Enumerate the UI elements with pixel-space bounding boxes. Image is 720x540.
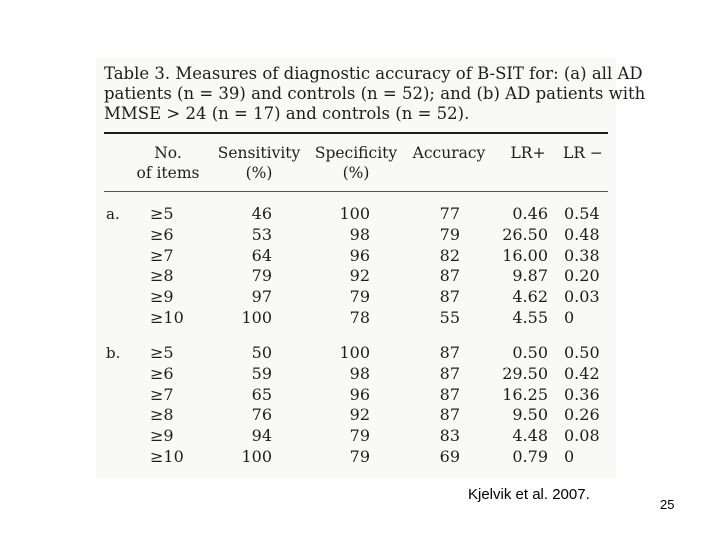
cell-lr-plus: 26.50 xyxy=(502,224,548,244)
group-label-b: b. xyxy=(106,344,121,362)
cell-lr-plus: 9.50 xyxy=(512,405,548,425)
cell-accuracy: 87 xyxy=(439,405,460,425)
cell-accuracy: 87 xyxy=(439,363,460,383)
cell-accuracy: 69 xyxy=(439,447,460,466)
cell-lr-minus: 0.26 xyxy=(564,405,600,425)
header-specificity xyxy=(310,143,402,183)
cell-lr-plus: 0.46 xyxy=(512,204,548,223)
cell-lr-plus: 9.87 xyxy=(512,266,548,286)
cell-sensitivity: 53 xyxy=(251,224,272,244)
cell-specificity: 98 xyxy=(349,224,370,244)
cell-no-of-items: ≥5 xyxy=(150,343,174,362)
cell-specificity: 92 xyxy=(349,266,370,286)
cell-accuracy: 87 xyxy=(439,287,460,307)
page-number: 25 xyxy=(660,497,675,512)
cell-sensitivity: 100 xyxy=(241,447,272,466)
cell-accuracy: 83 xyxy=(439,426,460,446)
cell-lr-minus: 0.50 xyxy=(564,343,600,362)
header-line1: Accuracy xyxy=(412,144,486,162)
cell-accuracy: 77 xyxy=(439,204,460,223)
cell-sensitivity: 65 xyxy=(251,384,272,404)
header-accuracy xyxy=(408,143,490,163)
cell-sensitivity: 59 xyxy=(251,363,272,383)
table-caption xyxy=(104,64,646,124)
header-lr-minus xyxy=(560,143,606,163)
caption-line-2: patients (n = 39) and controls (n = 52); and (b) AD patients with xyxy=(104,84,646,103)
table-top-rule xyxy=(104,132,608,134)
header-line1: LR − xyxy=(563,144,603,162)
cell-sensitivity: 79 xyxy=(251,266,272,286)
cell-accuracy: 82 xyxy=(439,245,460,265)
cell-specificity: 96 xyxy=(349,384,370,404)
cell-accuracy: 87 xyxy=(439,266,460,286)
cell-lr-minus: 0.08 xyxy=(564,426,600,446)
header-line1: No. xyxy=(154,144,182,162)
header-line1: Specificity xyxy=(314,144,398,162)
cell-specificity: 96 xyxy=(349,245,370,265)
cell-accuracy: 87 xyxy=(439,343,460,362)
caption-line-1: Table 3. Measures of diagnostic accuracy of B-SIT for: (a) all AD xyxy=(104,64,643,83)
cell-lr-plus: 16.00 xyxy=(502,245,548,265)
cell-specificity: 98 xyxy=(349,363,370,383)
cell-accuracy: 87 xyxy=(439,384,460,404)
cell-lr-plus: 16.25 xyxy=(502,384,548,404)
cell-lr-plus: 4.62 xyxy=(512,287,548,307)
cell-lr-plus: 0.79 xyxy=(512,447,548,466)
cell-sensitivity: 76 xyxy=(251,405,272,425)
cell-specificity: 100 xyxy=(339,343,370,362)
group-label-a: a. xyxy=(106,205,120,223)
cell-lr-minus: 0.42 xyxy=(564,363,600,383)
cell-lr-plus: 29.50 xyxy=(502,363,548,383)
cell-no-of-items: ≥7 xyxy=(150,384,174,404)
cell-lr-minus: 0.03 xyxy=(564,287,600,307)
cell-no-of-items: ≥10 xyxy=(150,308,184,327)
cell-no-of-items: ≥8 xyxy=(150,405,174,425)
cell-lr-minus: 0.38 xyxy=(564,245,600,265)
cell-no-of-items: ≥6 xyxy=(150,363,174,383)
cell-no-of-items: ≥5 xyxy=(150,204,174,223)
header-line1: Sensitivity xyxy=(217,144,301,162)
cell-lr-minus: 0.20 xyxy=(564,266,600,286)
cell-lr-minus: 0.54 xyxy=(564,204,600,223)
header-line2: (%) xyxy=(342,164,370,182)
citation-credit: Kjelvik et al. 2007. xyxy=(468,486,590,503)
cell-specificity: 92 xyxy=(349,405,370,425)
cell-no-of-items: ≥8 xyxy=(150,266,174,286)
cell-specificity: 79 xyxy=(349,287,370,307)
header-lr-plus xyxy=(500,143,556,163)
header-line2: (%) xyxy=(245,164,273,182)
cell-no-of-items: ≥9 xyxy=(150,426,174,446)
cell-specificity: 79 xyxy=(349,447,370,466)
cell-specificity: 79 xyxy=(349,426,370,446)
header-line2: of items xyxy=(136,164,200,182)
cell-specificity: 78 xyxy=(349,308,370,327)
cell-sensitivity: 64 xyxy=(251,245,272,265)
header-sensitivity xyxy=(214,143,304,183)
cell-no-of-items: ≥9 xyxy=(150,287,174,307)
cell-sensitivity: 50 xyxy=(251,343,272,362)
cell-no-of-items: ≥6 xyxy=(150,224,174,244)
cell-lr-minus: 0.48 xyxy=(564,224,600,244)
table-header-rule xyxy=(104,191,608,192)
cell-lr-minus: 0.36 xyxy=(564,384,600,404)
cell-sensitivity: 100 xyxy=(241,308,272,327)
cell-accuracy: 79 xyxy=(439,224,460,244)
cell-sensitivity: 94 xyxy=(251,426,272,446)
cell-no-of-items: ≥7 xyxy=(150,245,174,265)
cell-lr-plus: 0.50 xyxy=(512,343,548,362)
cell-sensitivity: 46 xyxy=(251,204,272,223)
cell-accuracy: 55 xyxy=(439,308,460,327)
cell-specificity: 100 xyxy=(339,204,370,223)
header-no-of-items xyxy=(128,143,208,183)
cell-lr-minus: 0 xyxy=(564,447,575,466)
caption-line-3: MMSE > 24 (n = 17) and controls (n = 52). xyxy=(104,104,470,123)
cell-lr-plus: 4.55 xyxy=(512,308,548,327)
cell-sensitivity: 97 xyxy=(251,287,272,307)
cell-lr-minus: 0 xyxy=(564,308,575,327)
header-line1: LR+ xyxy=(510,144,546,162)
cell-lr-plus: 4.48 xyxy=(512,426,548,446)
cell-no-of-items: ≥10 xyxy=(150,447,184,466)
